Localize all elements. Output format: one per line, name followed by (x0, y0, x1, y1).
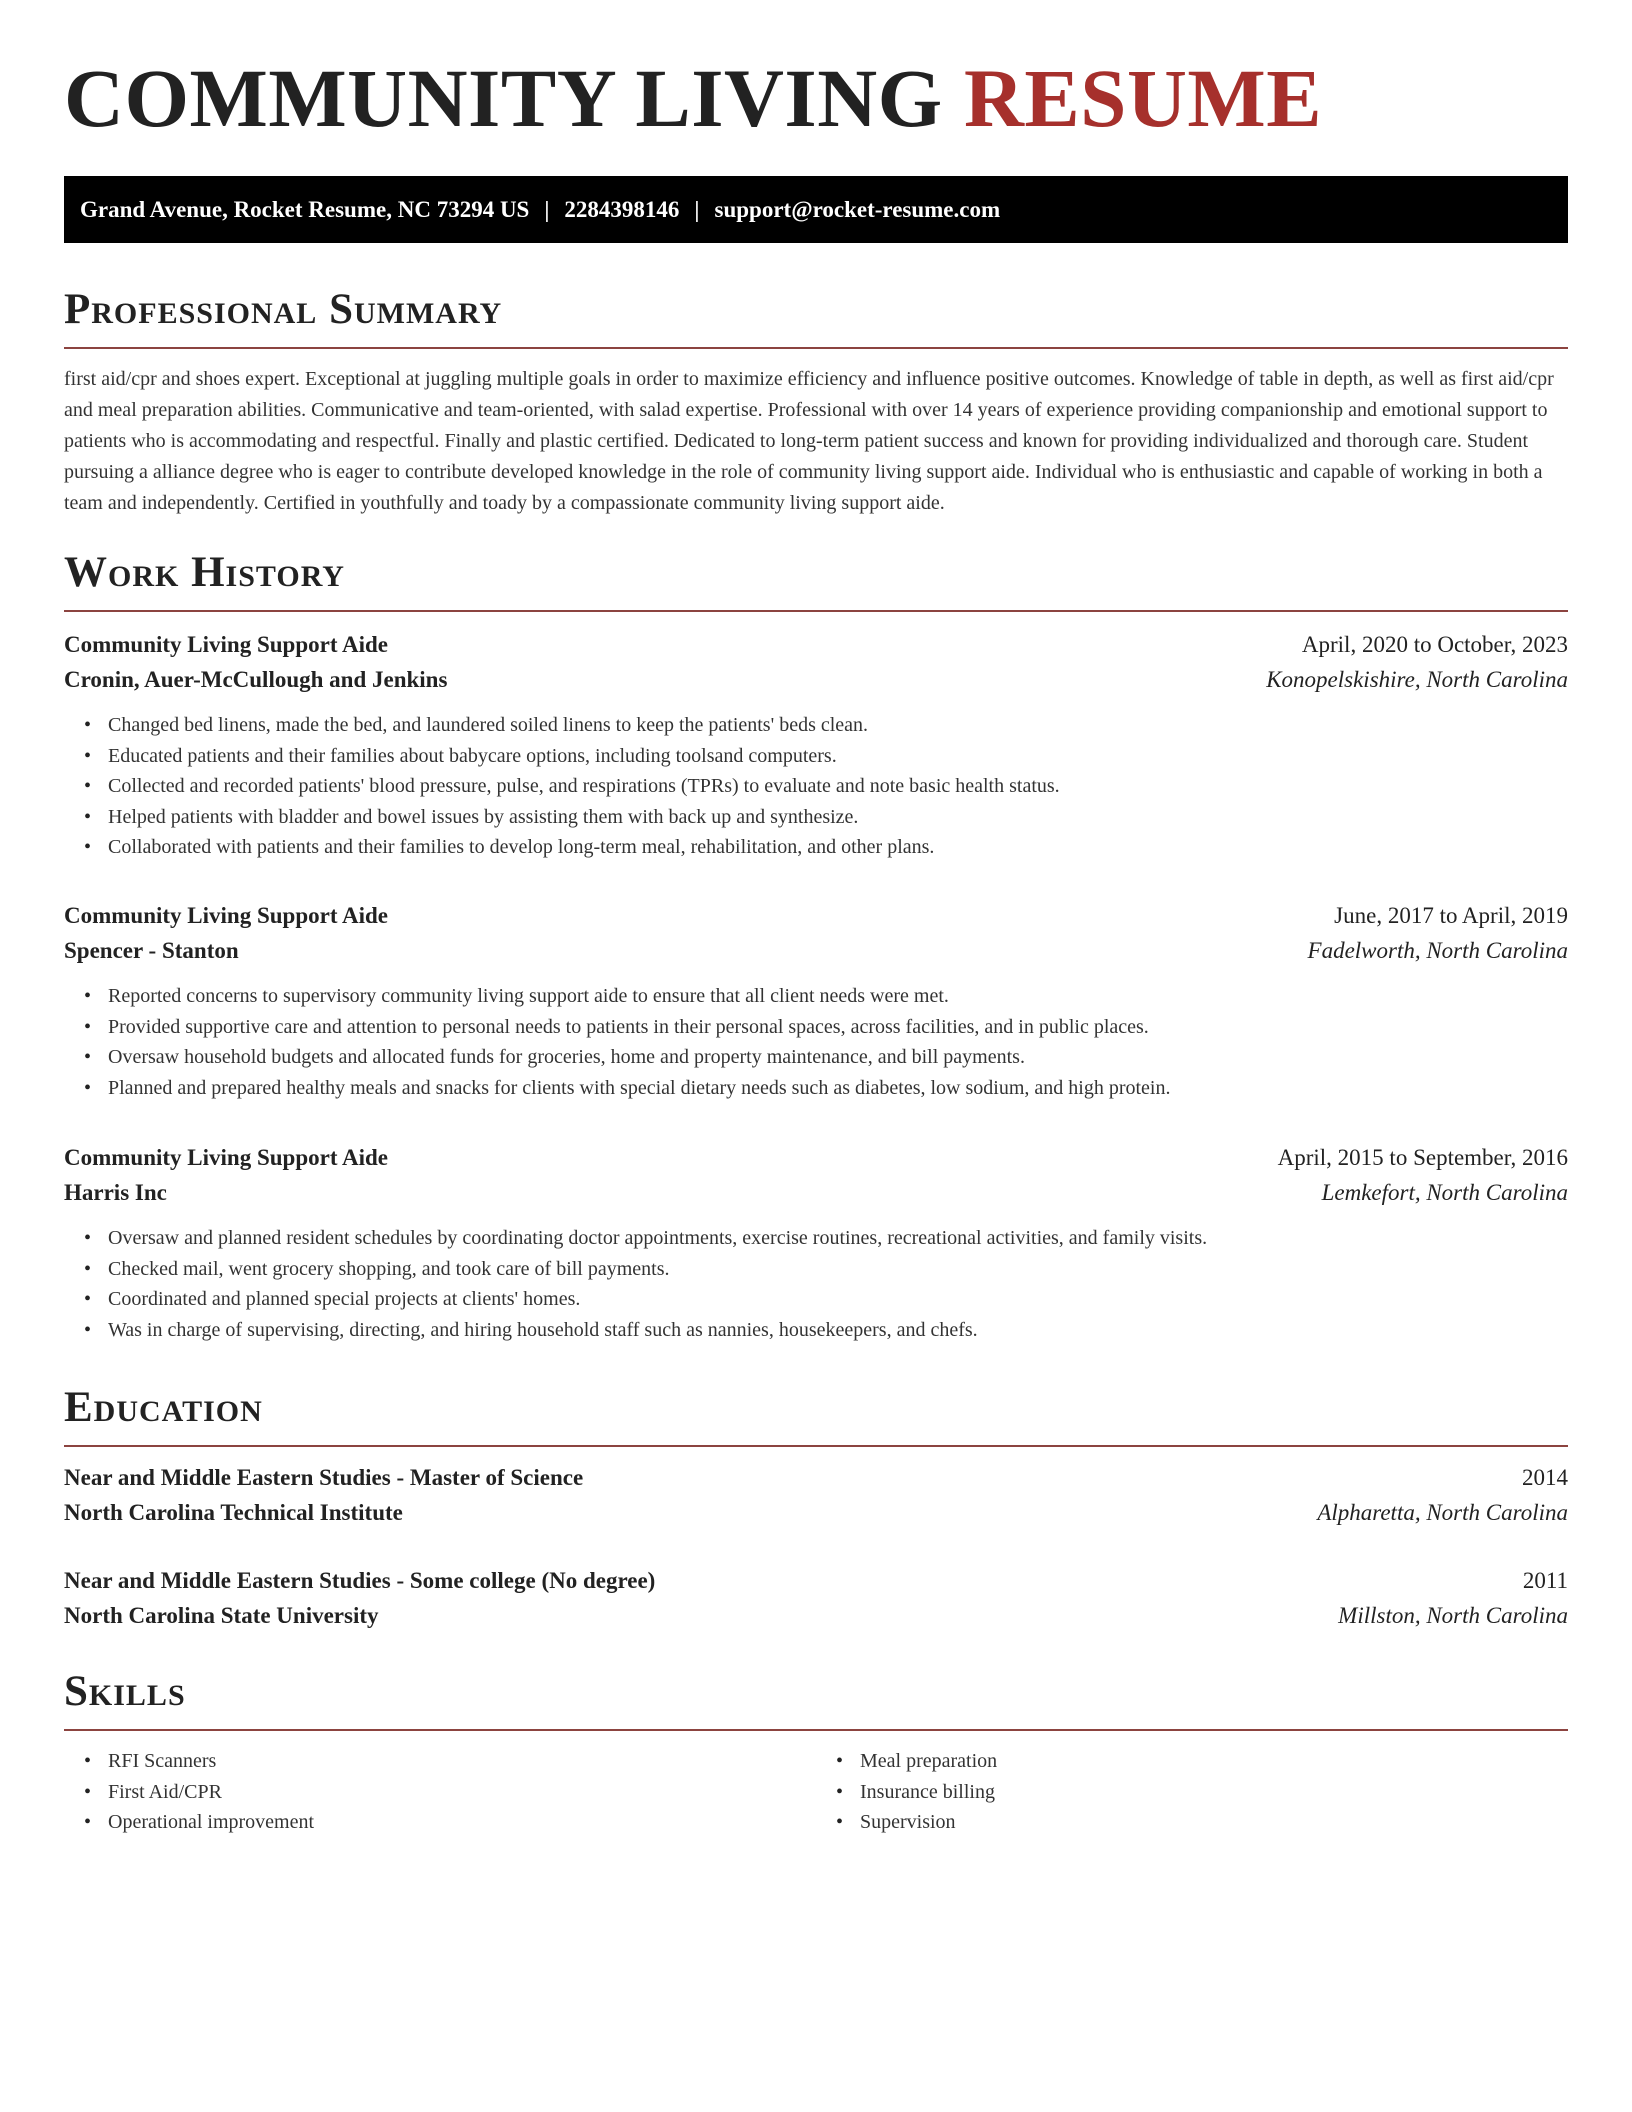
job-duties (64, 1223, 1568, 1345)
skills-list (64, 1746, 1568, 1838)
skill-item: • RFI Scanners (108, 1746, 816, 1777)
skill-item: • Insurance billing (860, 1777, 1568, 1808)
skill-item: • Operational improvement (108, 1807, 816, 1838)
summary-section (64, 285, 1568, 519)
section-divider (64, 1445, 1568, 1447)
list-item: • Provided supportive care and attention to personal needs to patients in their personal spaces, across facilities, and in public places. (108, 1012, 1568, 1043)
list-item: • Collected and recorded patients' blood pressure, pulse, and respirations (TPRs) to evaluate and note basic health status. (108, 771, 1568, 802)
title-main: COMMUNITY LIVING (64, 52, 943, 144)
resume-title (64, 0, 1568, 144)
contact-bar (64, 176, 1568, 243)
job-location: Konopelskishire, North Carolina (1266, 667, 1568, 692)
job-dates: April, 2020 to October, 2023 (1301, 632, 1568, 657)
contact-separator: | (694, 196, 700, 222)
education-degree: Near and Middle Eastern Studies - Some college (No degree) (64, 1568, 656, 1593)
section-divider (64, 347, 1568, 349)
list-item: • Checked mail, went grocery shopping, and took care of bill payments. (108, 1254, 1568, 1285)
job-location: Lemkefort, North Carolina (1321, 1180, 1568, 1205)
education-entry (64, 1465, 1568, 1526)
job-dates: June, 2017 to April, 2019 (1334, 903, 1568, 928)
section-heading-skills: Skills (64, 1668, 186, 1715)
job-entry (64, 903, 1568, 1103)
contact-address: Grand Avenue, Rocket Resume, NC 73294 US (80, 196, 530, 222)
education-degree: Near and Middle Eastern Studies - Master of Science (64, 1465, 584, 1490)
summary-text: first aid/cpr and shoes expert. Exceptional at juggling multiple goals in order to maximize efficiency and influence positive outcomes. Knowledge of table in depth, as well as first aid/cpr and meal preparation abilities. Communicative and team-oriented, with salad expertise. Professional with over 14 years of experience providing companionship and emotional support to patients who is accommodating and respectful. Finally and plastic certified. Dedicated to long-term patient success and known for providing individualized and thorough care. Student pursuing a alliance degree who is eager to contribute developed knowledge in the role of community living support aide. Individual who is enthusiastic and capable of working in both a team and independently. Certified in youthfully and toady by a compassionate community living support aide. (64, 368, 1554, 514)
education-year: 2014 (1522, 1465, 1568, 1490)
education-location: Alpharetta, North Carolina (1317, 1500, 1568, 1525)
list-item: • Oversaw and planned resident schedules by coordinating doctor appointments, exercise routines, recreational activities, and family visits. (108, 1223, 1568, 1254)
job-duties (64, 710, 1568, 863)
list-item: • Changed bed linens, made the bed, and laundered soiled linens to keep the patients' beds clean. (108, 710, 1568, 741)
title-accent: RESUME (963, 52, 1323, 144)
list-item: • Helped patients with bladder and bowel issues by assisting them with back up and synthesize. (108, 802, 1568, 833)
list-item: • Collaborated with patients and their families to develop long-term meal, rehabilitation, and other plans. (108, 832, 1568, 863)
education-location: Millston, North Carolina (1338, 1603, 1568, 1628)
section-heading-education: Education (64, 1384, 263, 1431)
work-history-section (64, 548, 1568, 612)
job-duties (64, 981, 1568, 1103)
list-item: • Coordinated and planned special projects at clients' homes. (108, 1284, 1568, 1315)
job-dates: April, 2015 to September, 2016 (1277, 1145, 1568, 1170)
job-company: Cronin, Auer-McCullough and Jenkins (64, 667, 448, 692)
job-title: Community Living Support Aide (64, 903, 388, 928)
contact-separator: | (544, 196, 550, 222)
skills-column-left (64, 1746, 816, 1838)
education-section (64, 1383, 1568, 1447)
job-title: Community Living Support Aide (64, 632, 388, 657)
section-divider (64, 610, 1568, 612)
job-company: Spencer - Stanton (64, 938, 239, 963)
job-entry (64, 1145, 1568, 1345)
list-item: • Reported concerns to supervisory community living support aide to ensure that all client needs were met. (108, 981, 1568, 1012)
skill-item: • First Aid/CPR (108, 1777, 816, 1808)
contact-phone: 2284398146 (564, 196, 680, 222)
job-entry (64, 632, 1568, 863)
list-item: • Oversaw household budgets and allocated funds for groceries, home and property maintenance, and bill payments. (108, 1042, 1568, 1073)
skill-item: • Supervision (860, 1807, 1568, 1838)
list-item: • Educated patients and their families about babycare options, including toolsand computers. (108, 741, 1568, 772)
job-location: Fadelworth, North Carolina (1307, 938, 1568, 963)
education-year: 2011 (1522, 1568, 1568, 1593)
education-entry (64, 1568, 1568, 1629)
contact-email: support@rocket-resume.com (714, 196, 1001, 222)
section-divider (64, 1729, 1568, 1731)
skills-column-right (816, 1746, 1568, 1838)
section-heading-work-history: Work History (64, 549, 345, 596)
skill-item: • Meal preparation (860, 1746, 1568, 1777)
list-item: • Planned and prepared healthy meals and snacks for clients with special dietary needs such as diabetes, low sodium, and high protein. (108, 1073, 1568, 1104)
skills-section (64, 1667, 1568, 1838)
list-item: • Was in charge of supervising, directing, and hiring household staff such as nannies, housekeepers, and chefs. (108, 1315, 1568, 1346)
education-school: North Carolina Technical Institute (64, 1500, 403, 1525)
job-company: Harris Inc (64, 1180, 167, 1205)
job-title: Community Living Support Aide (64, 1145, 388, 1170)
section-heading-summary: Professional Summary (64, 286, 503, 333)
education-school: North Carolina State University (64, 1603, 379, 1628)
